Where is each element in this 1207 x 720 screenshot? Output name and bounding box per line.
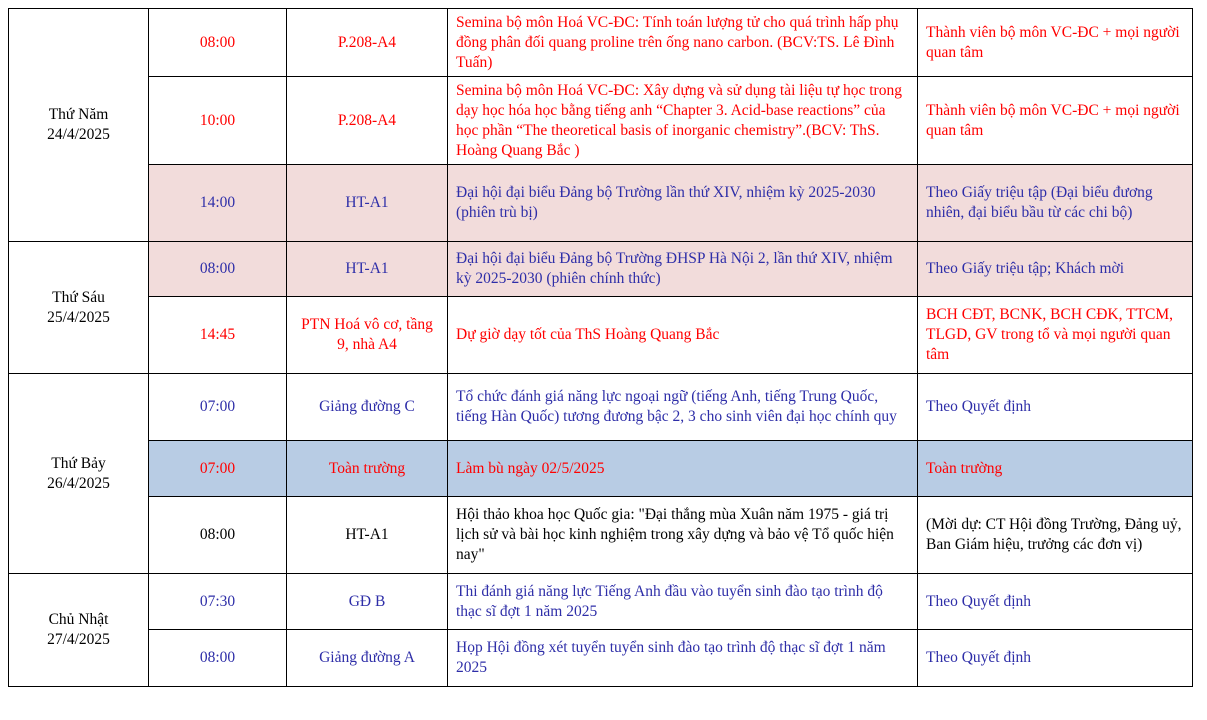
place-cell: Toàn trường xyxy=(287,441,448,497)
content-cell: Họp Hội đồng xét tuyển tuyển sinh đào tạo trình độ thạc sĩ đợt 1 năm 2025 xyxy=(448,630,918,687)
table-row xyxy=(9,9,1193,77)
table-row xyxy=(9,630,1193,687)
content-cell: Đại hội đại biểu Đảng bộ Trường lần thứ XIV, nhiệm kỳ 2025-2030 (phiên trù bị) xyxy=(448,165,918,242)
place-cell: P.208-A4 xyxy=(287,9,448,77)
place-cell: Giảng đường A xyxy=(287,630,448,687)
day-name: Chủ Nhật xyxy=(48,611,109,628)
time-cell: 10:00 xyxy=(149,77,287,165)
content-cell: Thi đánh giá năng lực Tiếng Anh đầu vào tuyển sinh đào tạo trình độ thạc sĩ đợt 1 năm 2025 xyxy=(448,574,918,630)
table-row xyxy=(9,242,1193,297)
place-cell: HT-A1 xyxy=(287,242,448,297)
time-cell: 08:00 xyxy=(149,242,287,297)
place-cell: GĐ B xyxy=(287,574,448,630)
time-cell: 14:45 xyxy=(149,297,287,374)
day-date: 27/4/2025 xyxy=(47,631,110,648)
day-date: 24/4/2025 xyxy=(47,126,110,143)
time-cell: 08:00 xyxy=(149,9,287,77)
attendees-cell: Thành viên bộ môn VC-ĐC + mọi người quan tâm xyxy=(918,77,1193,165)
schedule-table xyxy=(8,8,1193,687)
day-cell-thursday xyxy=(9,9,149,242)
place-cell: HT-A1 xyxy=(287,165,448,242)
content-cell: Hội thảo khoa học Quốc gia: "Đại thắng mùa Xuân năm 1975 - giá trị lịch sử và bài học kinh nghiệm trong xây dựng và bảo vệ Tổ quốc hiện nay" xyxy=(448,497,918,574)
place-cell: PTN Hoá vô cơ, tầng 9, nhà A4 xyxy=(287,297,448,374)
table-row xyxy=(9,441,1193,497)
attendees-cell: Theo Giấy triệu tập; Khách mời xyxy=(918,242,1193,297)
place-cell: P.208-A4 xyxy=(287,77,448,165)
day-date: 26/4/2025 xyxy=(47,474,110,492)
attendees-cell: Theo Giấy triệu tập (Đại biểu đương nhiên, đại biểu bầu từ các chi bộ) xyxy=(918,165,1193,242)
table-row xyxy=(9,497,1193,574)
time-cell: 08:00 xyxy=(149,497,287,574)
time-cell: 07:30 xyxy=(149,574,287,630)
content-cell: Làm bù ngày 02/5/2025 xyxy=(448,441,918,497)
place-cell: Giảng đường C xyxy=(287,374,448,441)
attendees-cell: Thành viên bộ môn VC-ĐC + mọi người quan tâm xyxy=(918,9,1193,77)
day-name: Thứ Năm xyxy=(48,106,109,123)
day-cell-saturday xyxy=(9,374,149,574)
day-name: Thứ Sáu xyxy=(52,288,105,306)
time-cell: 07:00 xyxy=(149,374,287,441)
table-row xyxy=(9,574,1193,630)
attendees-cell: Theo Quyết định xyxy=(918,374,1193,441)
content-cell: Semina bộ môn Hoá VC-ĐC: Xây dựng và sử dụng tài liệu tự học trong dạy học hóa học bằng tiếng anh “Chapter 3. Acid-base reactions” của học phần “The theoretical basis of inorganic chemistry”.(BCV: ThS. Hoàng Quang Bắc ) xyxy=(448,77,918,165)
table-row xyxy=(9,374,1193,441)
attendees-cell: (Mời dự: CT Hội đồng Trường, Đảng uỷ, Ban Giám hiệu, trưởng các đơn vị) xyxy=(918,497,1193,574)
attendees-cell: Toàn trường xyxy=(918,441,1193,497)
day-cell-friday xyxy=(9,242,149,374)
attendees-cell: Theo Quyết định xyxy=(918,630,1193,687)
time-cell: 14:00 xyxy=(149,165,287,242)
content-cell: Dự giờ dạy tốt của ThS Hoàng Quang Bắc xyxy=(448,297,918,374)
table-row xyxy=(9,77,1193,165)
content-cell: Tổ chức đánh giá năng lực ngoại ngữ (tiếng Anh, tiếng Trung Quốc, tiếng Hàn Quốc) tương đương bậc 2, 3 cho sinh viên đại học chính quy xyxy=(448,374,918,441)
content-cell: Semina bộ môn Hoá VC-ĐC: Tính toán lượng tử cho quá trình hấp phụ đồng phân đối quang proline trên ống nano carbon. (BCV:TS. Lê Đình Tuấn) xyxy=(448,9,918,77)
day-cell-sunday xyxy=(9,574,149,687)
day-name: Thứ Bảy xyxy=(51,454,106,472)
time-cell: 08:00 xyxy=(149,630,287,687)
attendees-cell: Theo Quyết định xyxy=(918,574,1193,630)
table-row xyxy=(9,165,1193,242)
content-cell: Đại hội đại biểu Đảng bộ Trường ĐHSP Hà Nội 2, lần thứ XIV, nhiệm kỳ 2025-2030 (phiên chính thức) xyxy=(448,242,918,297)
place-cell: HT-A1 xyxy=(287,497,448,574)
day-date: 25/4/2025 xyxy=(47,308,110,326)
time-cell: 07:00 xyxy=(149,441,287,497)
table-row xyxy=(9,297,1193,374)
attendees-cell: BCH CĐT, BCNK, BCH CĐK, TTCM, TLGD, GV trong tổ và mọi người quan tâm xyxy=(918,297,1193,374)
